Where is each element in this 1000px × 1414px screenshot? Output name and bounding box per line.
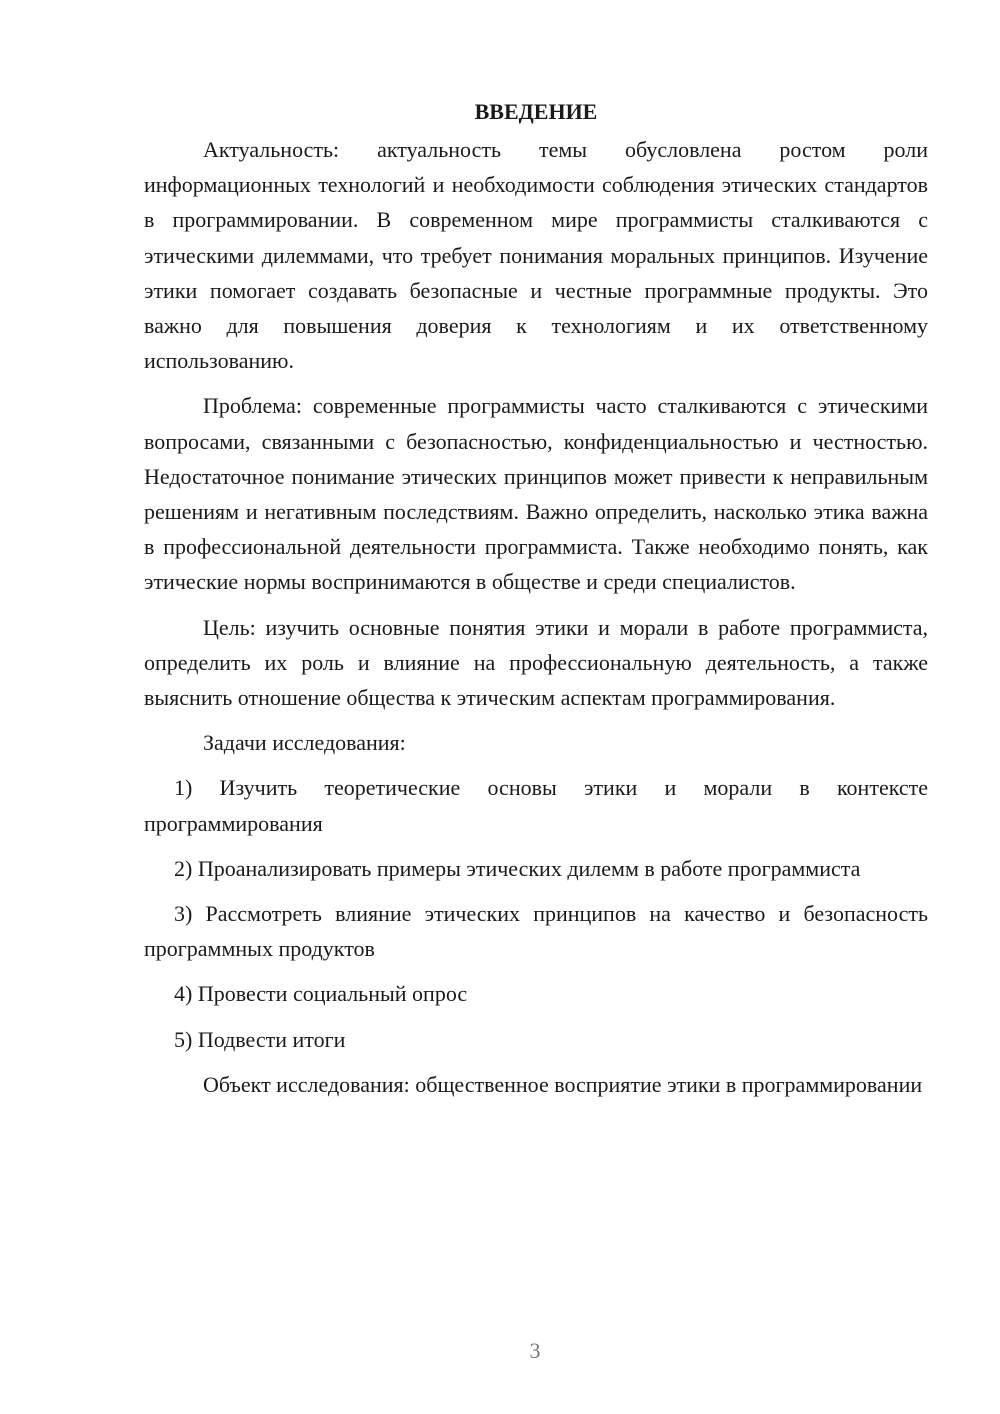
paragraph-problem: Проблема: современные программисты часто сталкиваются с этическими вопросами, связанными с безопасностью, конфиденциальностью и честностью. Недостаточное понимание этических принципов может привести к неправильным решениям и негативным последствиям. Важно определить, насколько этика важна в профессиональной деятельности программиста. Также необходимо понять, как этические нормы воспринимаются в обществе и среди специалистов.	[144, 393, 928, 595]
task-item-4: 4) Провести социальный опрос	[174, 981, 468, 1007]
paragraph-relevance: Актуальность: актуальность темы обусловлена ростом роли информационных технологий и необходимости соблюдения этических стандартов в программировании. В современном мире программисты сталкиваются с этическими дилеммами, что требует понимания моральных принципов. Изучение этики помогает создавать безопасные и честные программные продукты. Это важно для повышения доверия к технологиям и их ответственному использованию.	[144, 137, 928, 374]
section-title: ВВЕДЕНИЕ	[474, 99, 598, 124]
task-item-1: 1) Изучить теоретические основы этики и морали в контексте программирования	[144, 775, 928, 836]
paragraph-object: Объект исследования: общественное восприятие этики в программировании	[203, 1071, 923, 1097]
task-item-2: 2) Проанализировать примеры этических дилемм в работе программиста	[174, 855, 861, 881]
task-item-5: 5) Подвести итоги	[174, 1026, 346, 1052]
page-content	[144, 96, 928, 1112]
page-number: 3	[529, 1338, 541, 1363]
task-item-3: 3) Рассмотреть влияние этических принципов на качество и безопасность программных продуктов	[144, 901, 928, 962]
paragraph-goal: Цель: изучить основные понятия этики и морали в работе программиста, определить их роль и влияние на профессиональную деятельность, а также выяснить отношение общества к этическим аспектам программирования.	[144, 614, 928, 711]
tasks-heading: Задачи исследования:	[203, 730, 406, 756]
